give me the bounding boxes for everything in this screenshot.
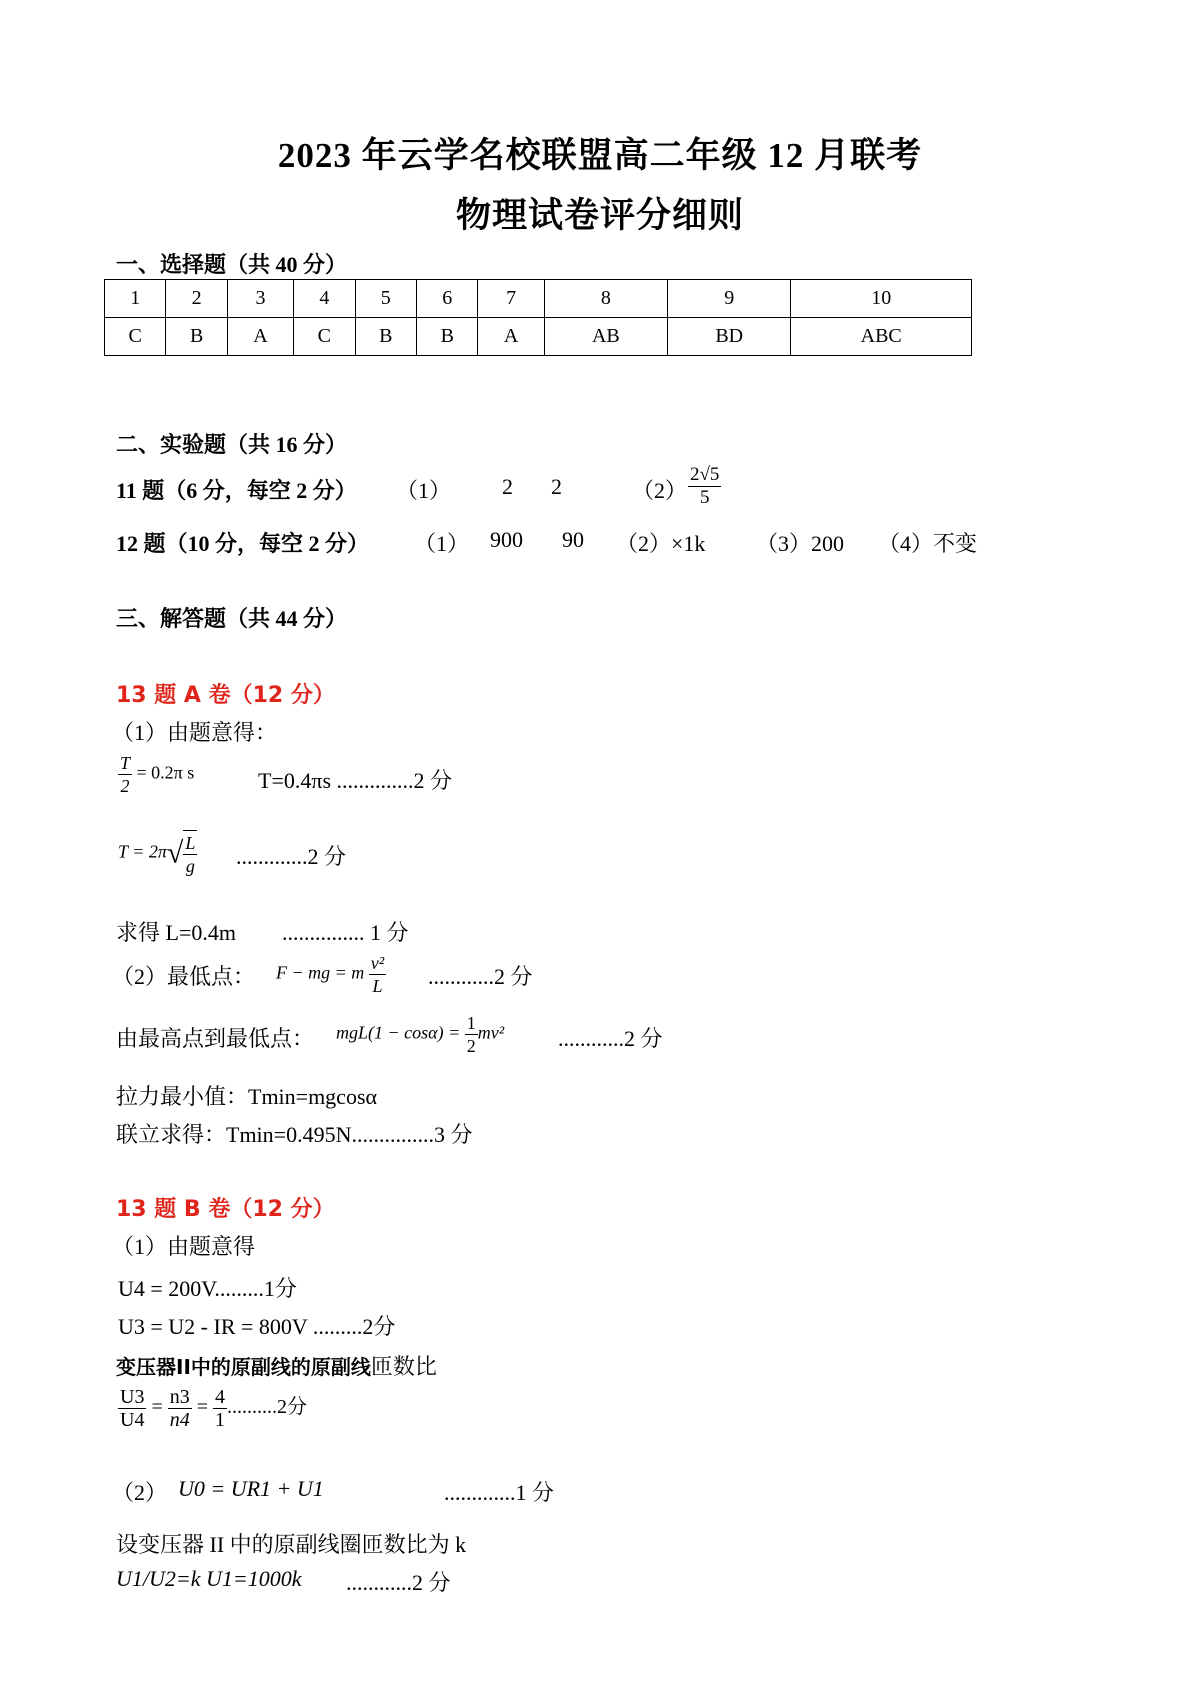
table-cell: 6 — [417, 280, 478, 318]
section-heading-choice: 一、选择题（共 40 分） — [116, 252, 348, 277]
fraction-denominator: g — [185, 856, 195, 876]
q11-answer-2: 2 — [551, 474, 562, 499]
q13b-eq-turns-ratio: $\frac{U3}{U4}$ = $\frac{n3}{n4}$ = $\frac{4}{1}$ ..........2分 — [120, 1386, 308, 1431]
fraction-denominator: n4 — [169, 1409, 190, 1431]
q13a-score: ............2 分 — [428, 964, 533, 989]
q13b-line8: U1/U2=k U1=1000k — [116, 1566, 302, 1591]
choice-answer-table — [104, 279, 972, 356]
q13a-line1: （1）由题意得： — [112, 720, 278, 745]
table-row-question-numbers — [105, 280, 972, 318]
q12-part4: （4）不变 — [878, 531, 978, 556]
q13b-score: .............1 分 — [444, 1480, 555, 1505]
table-cell: ABC — [791, 318, 972, 356]
q12-answer-1: 900 — [490, 527, 523, 552]
fraction-numerator: v² — [370, 953, 385, 973]
fraction-denominator: 5 — [688, 486, 721, 509]
fraction-numerator: T — [120, 753, 131, 773]
fraction-numerator: 2√5 — [690, 464, 720, 485]
q12-answer-2: 90 — [562, 527, 584, 552]
fraction-denominator: L — [372, 976, 383, 996]
q13a-part2-label: （2）最低点： — [112, 964, 256, 989]
text-span: 匝数比 — [370, 1354, 437, 1379]
fraction-denominator: 2 — [466, 1036, 476, 1056]
q12-label: 12 题（10 分，每空 2 分） — [116, 531, 370, 556]
q12-part3: （3）200 — [756, 531, 845, 556]
table-cell: 5 — [355, 280, 416, 318]
q13b-line4 — [116, 1350, 437, 1381]
table-cell: 2 — [166, 280, 227, 318]
q11-part1: （1） — [396, 478, 452, 503]
q13a-eq-energy — [336, 1012, 504, 1057]
q13a-eq-lowest-point — [276, 952, 386, 997]
fraction-numerator: L — [185, 833, 196, 853]
table-cell: 10 — [791, 280, 972, 318]
fraction-denominator: 2 — [120, 776, 130, 796]
q13b-heading: 13 题 B 卷（12 分） — [116, 1197, 335, 1222]
page-title: 2023 年云学名校联盟高二年级 12 月联考 — [277, 136, 923, 175]
q13a-eq-half-period — [118, 752, 194, 797]
table-cell: A — [227, 318, 293, 356]
fraction-denominator: 1 — [215, 1409, 226, 1431]
q13b-line3: U3 = U2 - IR = 800V .........2分 — [118, 1314, 396, 1339]
table-cell: B — [166, 318, 227, 356]
section-heading-experiment: 二、实验题（共 16 分） — [116, 432, 348, 457]
score-text: ..........2分 — [227, 1396, 308, 1419]
q13a-min-tension: 拉力最小值：Tmin=mgcosα — [116, 1084, 378, 1109]
table-cell: 1 — [105, 280, 166, 318]
table-cell: 4 — [294, 280, 355, 318]
table-cell: C — [105, 318, 166, 356]
q12-part1: （1） — [414, 531, 470, 556]
equation-text: T = 2π — [118, 841, 167, 862]
equation-text: mv² — [477, 1022, 505, 1043]
q11-label: 11 题（6 分，每空 2 分） — [116, 478, 357, 503]
q13b-part2-label: （2） — [112, 1480, 168, 1505]
q13a-score: .............2 分 — [236, 844, 347, 869]
table-cell: 8 — [544, 280, 667, 318]
table-cell: A — [478, 318, 544, 356]
q11-answer-1: 2 — [502, 474, 513, 499]
table-cell: 9 — [668, 280, 791, 318]
table-cell: AB — [544, 318, 667, 356]
equation-text: = 0.2π s — [136, 762, 195, 783]
q13b-line2: U4 = 200V.........1分 — [118, 1276, 297, 1301]
table-cell: 3 — [227, 280, 293, 318]
equation-text: F − mg = m — [276, 962, 365, 983]
table-cell: BD — [668, 318, 791, 356]
q11-answer-fraction — [688, 464, 721, 509]
q11-part2: （2） — [632, 478, 688, 503]
q13b-eq-voltage: U0 = UR1 + U1 — [178, 1476, 324, 1501]
q13a-length-result: 求得 L=0.4m — [116, 920, 236, 945]
table-row-answers — [105, 318, 972, 356]
fraction-denominator: U4 — [120, 1409, 145, 1431]
fraction-numerator: 1 — [466, 1013, 476, 1033]
q13a-period-result: T=0.4πs ..............2 分 — [258, 768, 453, 793]
q13a-final-result: 联立求得：Tmin=0.495N...............3 分 — [116, 1122, 473, 1147]
q12-part2: （2）×1k — [616, 531, 706, 556]
fraction-numerator: U3 — [120, 1386, 145, 1408]
table-cell: C — [294, 318, 355, 356]
q13a-score: ............2 分 — [558, 1026, 663, 1051]
q13b-line7: 设变压器 II 中的原副线圈匝数比为 k — [116, 1532, 467, 1557]
section-heading-solution: 三、解答题（共 44 分） — [116, 606, 348, 631]
q13b-score: ............2 分 — [346, 1570, 451, 1595]
equation-text: mgL(1 − cosα) = — [336, 1022, 461, 1043]
fraction-numerator: n3 — [169, 1386, 190, 1408]
q13a-eq-pendulum: T = 2π√ $\frac{L}{g}$ — [118, 830, 197, 877]
fraction-numerator: 4 — [215, 1386, 226, 1408]
table-cell: B — [417, 318, 478, 356]
q13a-score: ............... 1 分 — [282, 920, 409, 945]
text-span: 变压器II中的原副线的原副线 — [116, 1355, 371, 1379]
table-cell: 7 — [478, 280, 544, 318]
q13a-energy-label: 由最高点到最低点： — [116, 1026, 315, 1051]
page-subtitle: 物理试卷评分细则 — [455, 196, 744, 235]
q13b-line1: （1）由题意得 — [112, 1234, 256, 1259]
table-cell: B — [355, 318, 416, 356]
q13a-heading: 13 题 A 卷（12 分） — [116, 683, 335, 708]
